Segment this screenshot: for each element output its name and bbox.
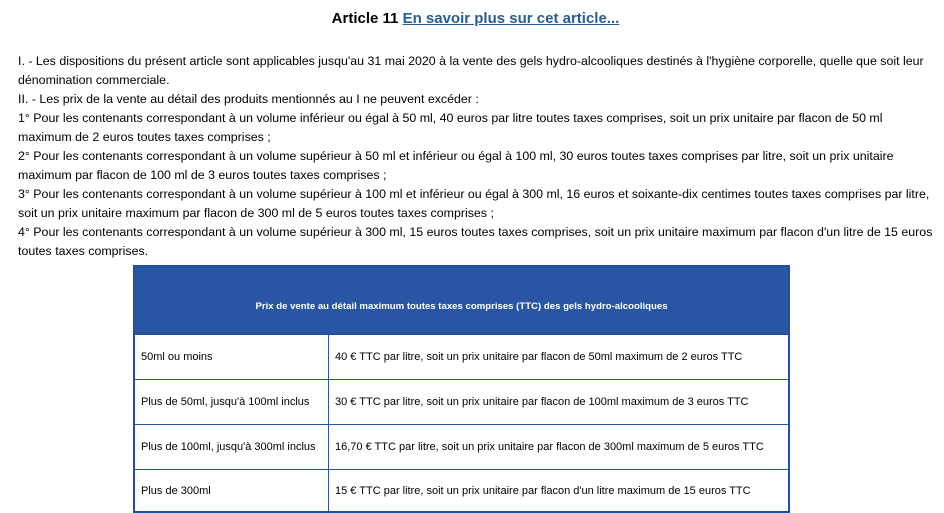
article-number: Article 11 [331,10,399,27]
price-cell: 30 € TTC par litre, soit un prix unitaire par flacon de 100ml maximum de 3 euros TTC [329,380,790,425]
volume-cell: Plus de 50ml, jusqu'à 100ml inclus [134,380,329,425]
paragraph-ii: II. - Les prix de la vente au détail des produits mentionnés au I ne peuvent excéder : [18,92,479,106]
table-row [134,425,789,470]
table-row [134,380,789,425]
paragraph-2: 2° Pour les contenants correspondant à un volume supérieur à 50 ml et inférieur ou égal à 100 ml, 30 euros toutes taxes comprises par litre, soit un prix unitaire maximum par flacon de 100 ml de 3 euros toutes taxes comprises ; [18,149,894,182]
table-row [134,334,789,380]
table-row [134,470,789,513]
price-table-container [133,265,786,513]
volume-cell: 50ml ou moins [134,334,329,380]
volume-cell: Plus de 300ml [134,470,329,513]
more-info-link[interactable]: En savoir plus sur cet article... [402,10,620,27]
price-table [133,265,790,513]
article-body [18,52,933,261]
price-cell: 15 € TTC par litre, soit un prix unitaire par flacon d'un litre maximum de 15 euros TTC [329,470,790,513]
price-cell: 16,70 € TTC par litre, soit un prix unitaire par flacon de 300ml maximum de 5 euros TTC [329,425,790,470]
price-cell: 40 € TTC par litre, soit un prix unitaire par flacon de 50ml maximum de 2 euros TTC [329,334,790,380]
article-page [18,0,933,261]
paragraph-3: 3° Pour les contenants correspondant à un volume supérieur à 100 ml et inférieur ou égal à 300 ml, 16 euros et soixante-dix centimes toutes taxes comprises par litre, soit un prix unitaire maximum par flacon de 300 ml de 5 euros toutes taxes comprises ; [18,187,930,220]
volume-cell: Plus de 100ml, jusqu'à 300ml inclus [134,425,329,470]
paragraph-1: 1° Pour les contenants correspondant à un volume inférieur ou égal à 50 ml, 40 euros par litre toutes taxes comprises, soit un prix unitaire par flacon de 50 ml maximum de 2 euros toutes taxes comprises ; [18,111,883,144]
table-header: Prix de vente au détail maximum toutes taxes comprises (TTC) des gels hydro-alcooliques [134,266,789,334]
article-heading [18,10,933,28]
paragraph-i: I. - Les dispositions du présent article sont applicables jusqu'au 31 mai 2020 à la vente des gels hydro-alcooliques destinés à l'hygiène corporelle, quelle que soit leur dénomination commerciale. [18,54,924,87]
paragraph-4: 4° Pour les contenants correspondant à un volume supérieur à 300 ml, 15 euros toutes taxes comprises, soit un prix unitaire maximum par flacon d'un litre de 15 euros toutes taxes comprises. [18,225,933,258]
table-header-row [134,266,789,334]
